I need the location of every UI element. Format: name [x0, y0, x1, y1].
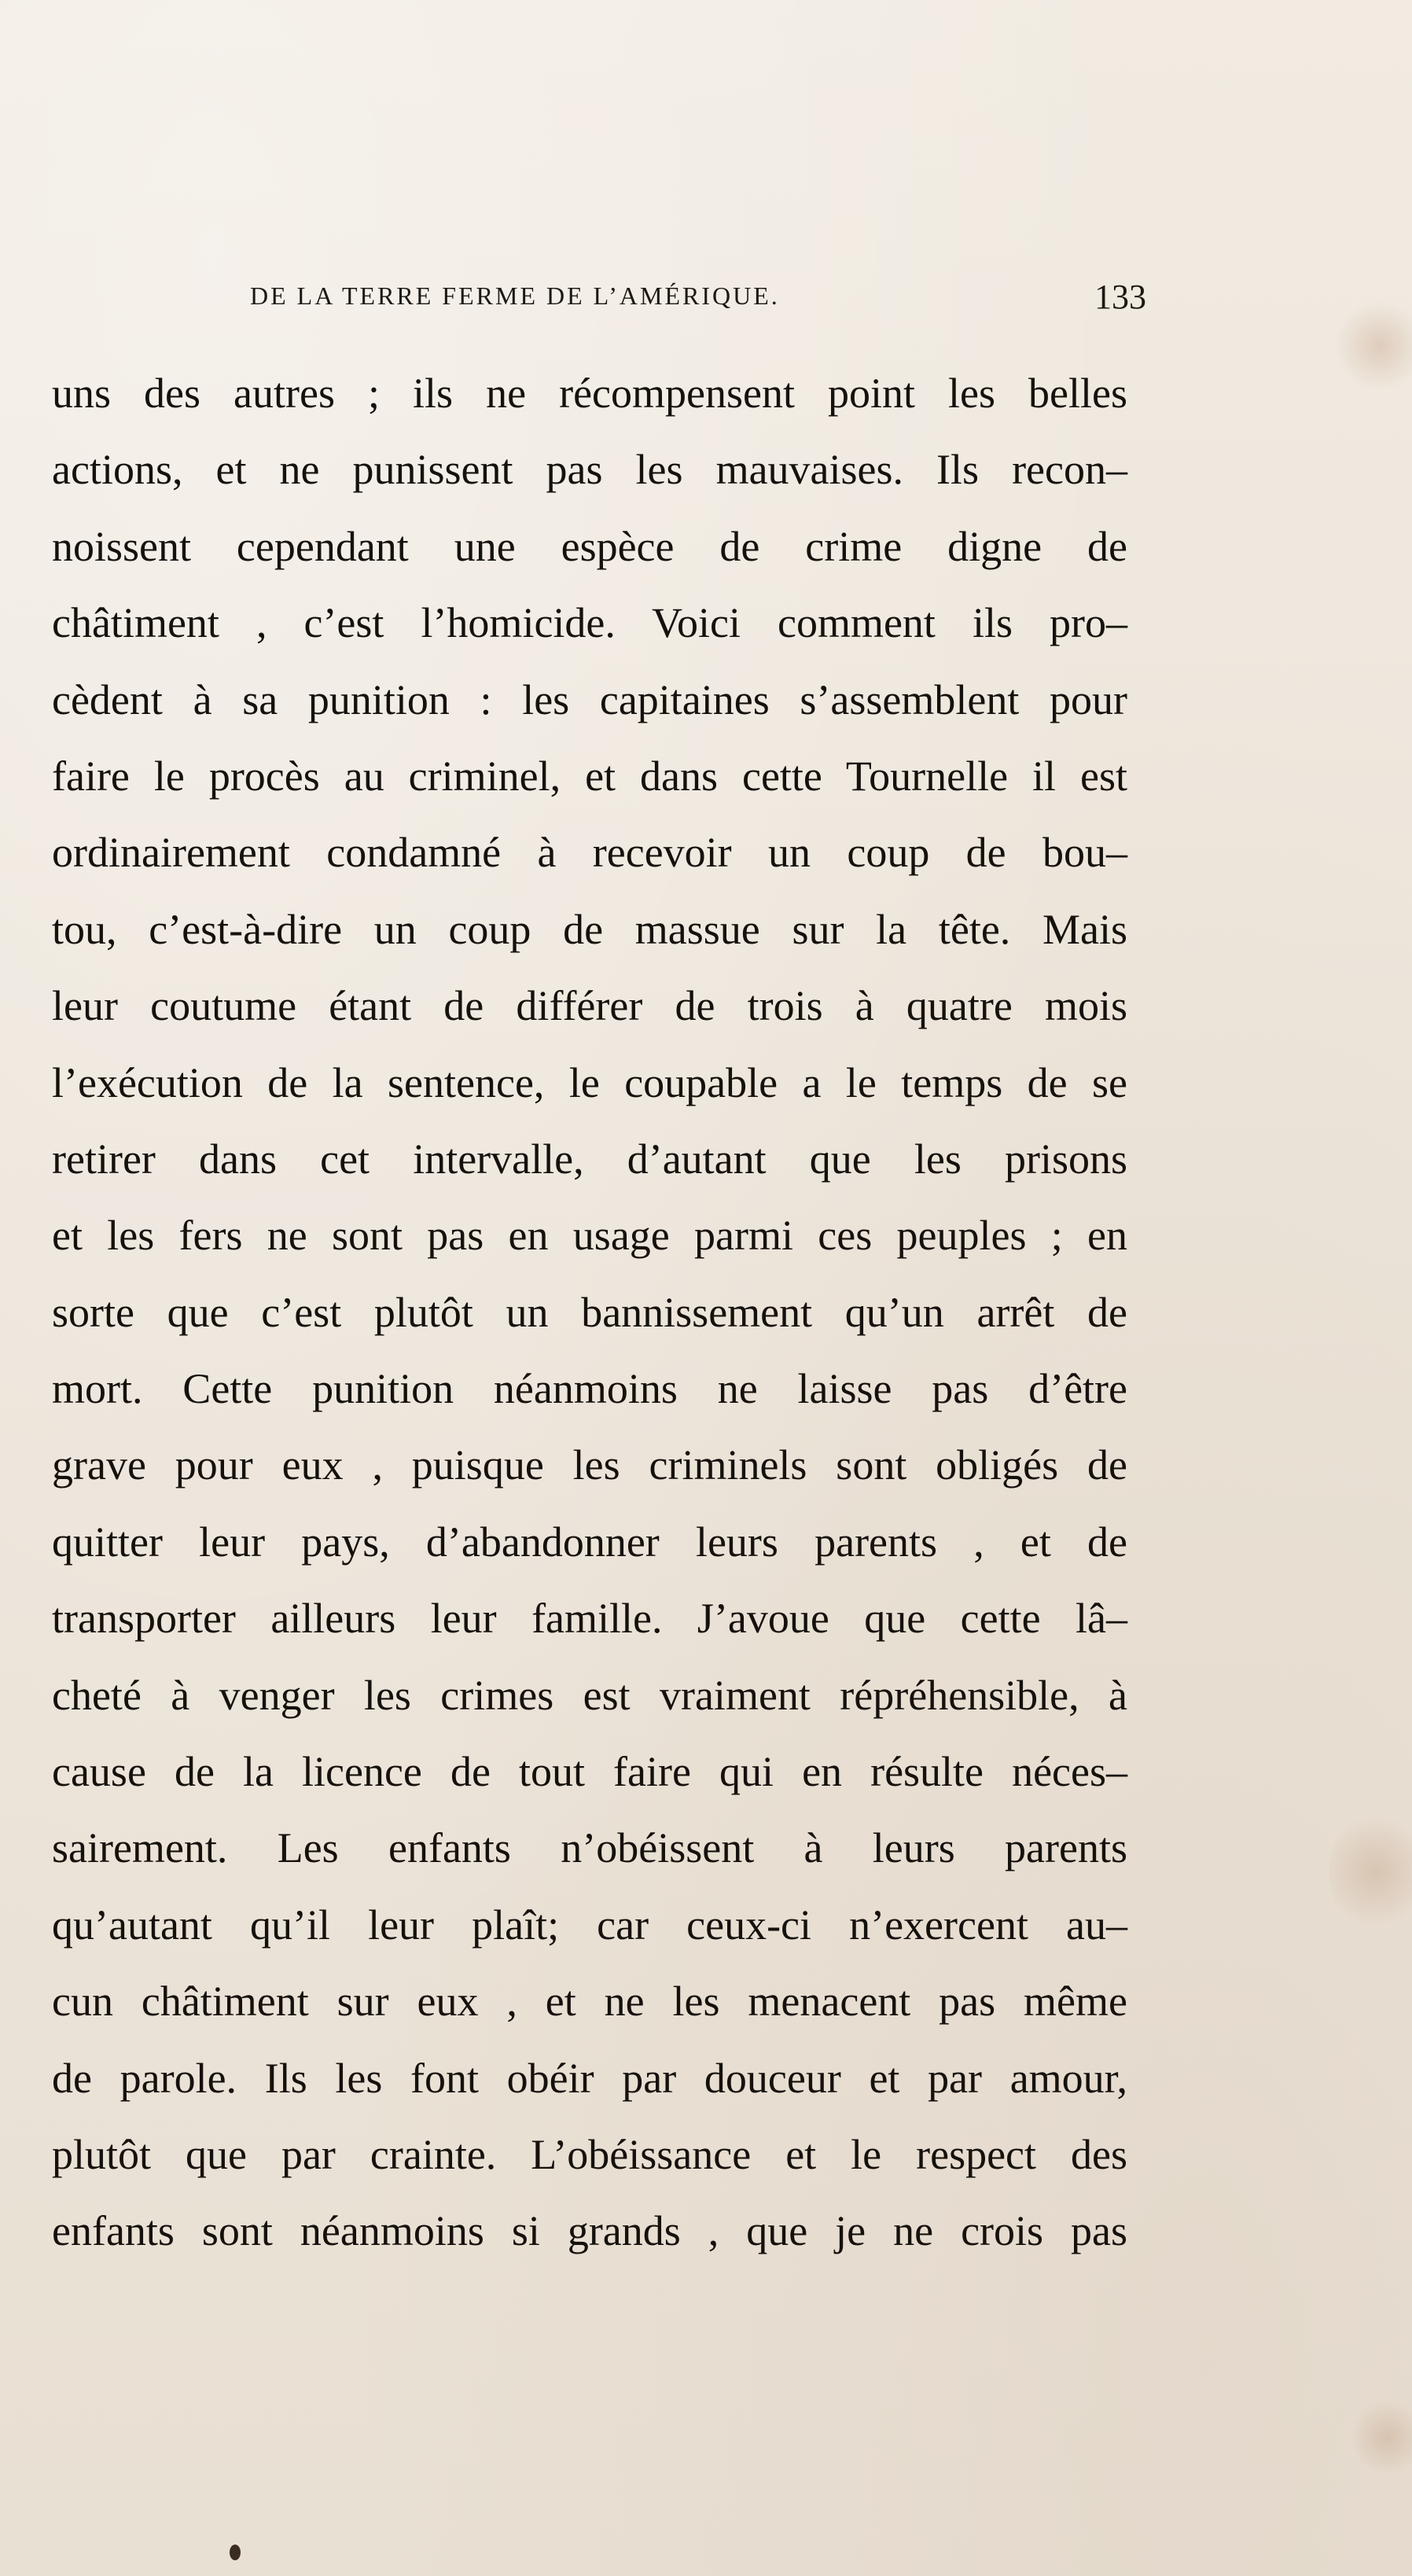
- body-text: [52, 355, 1127, 2270]
- text-line: cheté à venger les crimes est vraiment répréhensible, à: [52, 1671, 1127, 1719]
- running-title: DE LA TERRE FERME DE L’AMÉRIQUE.: [250, 282, 780, 310]
- text-line: plutôt que par crainte. L’obéissance et le respect des: [52, 2130, 1127, 2178]
- text-line: retirer dans cet intervalle, d’autant que les prisons: [52, 1135, 1127, 1183]
- page-header: [250, 277, 1146, 324]
- text-line: transporter ailleurs leur famille. J’avoue que cette lâ–: [52, 1595, 1127, 1643]
- text-line: quitter leur pays, d’abandonner leurs parents , et de: [52, 1518, 1127, 1566]
- text-line: de parole. Ils les font obéir par douceur et par amour,: [52, 2054, 1127, 2102]
- text-line: uns des autres ; ils ne récompensent point les belles: [52, 370, 1127, 417]
- text-line: tou, c’est-à-dire un coup de massue sur la tête. Mais: [52, 905, 1127, 953]
- text-line: mort. Cette punition néanmoins ne laisse pas d’être: [52, 1365, 1127, 1413]
- text-line: sairement. Les enfants n’obéissent à leurs parents: [52, 1824, 1127, 1872]
- text-line: noissent cependant une espèce de crime digne de: [52, 522, 1127, 570]
- text-line: faire le procès au criminel, et dans cette Tournelle il est: [52, 752, 1127, 800]
- text-line: cun châtiment sur eux , et ne les menacent pas même: [52, 1978, 1127, 2026]
- paper-stain: [1352, 2398, 1412, 2477]
- paper-stain: [1337, 299, 1412, 393]
- text-line: cèdent à sa punition : les capitaines s’assemblent pour: [52, 675, 1127, 723]
- text-line: leur coutume étant de différer de trois à quatre mois: [52, 982, 1127, 1030]
- text-line: actions, et ne punissent pas les mauvaises. Ils recon–: [52, 446, 1127, 494]
- text-line: sorte que c’est plutôt un bannissement qu’un arrêt de: [52, 1288, 1127, 1336]
- paper-stain: [1329, 1809, 1412, 1934]
- text-line: cause de la licence de tout faire qui en résulte néces–: [52, 1748, 1127, 1796]
- text-line: qu’autant qu’il leur plaît; car ceux-ci n’exercent au–: [52, 1901, 1127, 1949]
- text-line: enfants sont néanmoins si grands , que je ne crois pas: [52, 2207, 1127, 2255]
- text-line: et les fers ne sont pas en usage parmi ces peuples ; en: [52, 1212, 1127, 1260]
- text-line: grave pour eux , puisque les criminels sont obligés de: [52, 1441, 1127, 1489]
- text-line: ordinairement condamné à recevoir un coup de bou–: [52, 829, 1127, 877]
- text-line: l’exécution de la sentence, le coupable a le temps de se: [52, 1058, 1127, 1106]
- text-line: châtiment , c’est l’homicide. Voici comment ils pro–: [52, 599, 1127, 647]
- ink-speck: [230, 2545, 241, 2560]
- page-number: 133: [1094, 278, 1146, 316]
